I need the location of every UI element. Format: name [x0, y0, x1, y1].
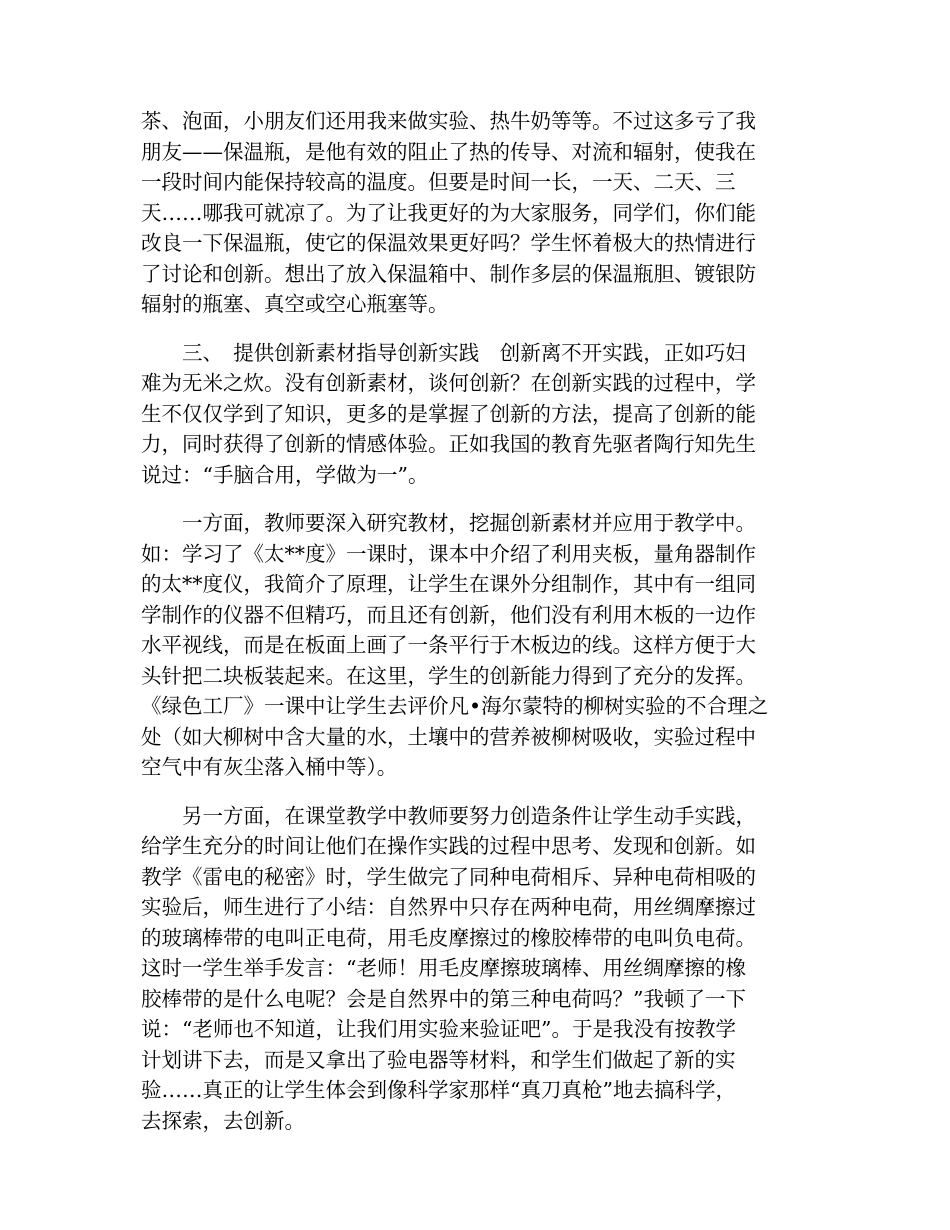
- paragraph-section-three: [141, 338, 803, 491]
- text-line: 难为无米之炊。没有创新素材，谈何创新？在创新实践的过程中，学: [141, 371, 756, 395]
- text-line: 头针把二块板装起来。在这里，学生的创新能力得到了充分的发挥。: [141, 663, 756, 688]
- text-line: 一段时间内能保持较高的温度。但要是时间一长，一天、二天、三: [141, 170, 736, 194]
- text-line: 茶、泡面，小朋友们还用我来做实验、热牛奶等等。不过这多亏了我: [141, 109, 756, 133]
- text-line: 水平视线，而是在板面上画了一条平行于木板边的线。这样方便于大: [141, 633, 756, 657]
- text-line: 学制作的仪器不但精巧，而且还有创新，他们没有利用木板的一边作: [141, 602, 756, 627]
- text-line: 空气中有灰尘落入桶中等）。: [141, 755, 398, 779]
- text-line: 的玻璃棒带的电叫正电荷，用毛皮摩擦过的橡胶棒带的电叫负电荷。: [141, 925, 756, 950]
- text-line: 辐射的瓶塞、真空或空心瓶塞等。: [141, 292, 449, 316]
- text-line: 另一方面，在课堂教学中教师要努力创造条件让学生动手实践，: [141, 803, 756, 828]
- text-line: 这时一学生举手发言：“老师！用毛皮摩擦玻璃棒、用丝绸摩擦的橡: [141, 956, 746, 980]
- text-line: 了讨论和创新。想出了放入保温箱中、制作多层的保温瓶胆、镀银防: [141, 261, 756, 286]
- text-line: 实验后，师生进行了小结：自然界中只存在两种电荷，用丝绸摩擦过: [141, 895, 756, 919]
- paragraph-one-hand: [141, 508, 803, 783]
- paragraph-thermos: [141, 106, 803, 320]
- text-line: 生不仅仅学到了知识，更多的是掌握了创新的方法，提高了创新的能: [141, 401, 756, 426]
- paragraph-other-hand: [141, 801, 803, 1137]
- text-line: 的太**度仪，我简介了原理，让学生在课外分组制作，其中有一组同: [141, 572, 756, 596]
- text-line: 验……真正的让学生体会到像科学家那样“真刀真枪”地去搞科学，: [141, 1078, 736, 1102]
- text-line: 去探索，去创新。: [141, 1108, 305, 1133]
- text-line: 胶棒带的是什么电呢？会是自然界中的第三种电荷吗？”我顿了一下: [141, 986, 746, 1011]
- text-line: 计划讲下去，而是又拿出了验电器等材料，和学生们做起了新的实: [141, 1047, 736, 1072]
- text-line: 力，同时获得了创新的情感体验。正如我国的教育先驱者陶行知先生: [141, 432, 756, 456]
- text-line: 朋友——保温瓶，是他有效的阻止了热的传导、对流和辐射，使我在: [141, 139, 756, 164]
- text-line: 说过：“手脑合用，学做为一”。: [141, 462, 429, 487]
- text-line: 改良一下保温瓶，使它的保温效果更好吗？学生怀着极大的热情进行: [141, 231, 756, 255]
- text-line: 教学《雷电的秘密》时，学生做完了同种电荷相斥、异种电荷相吸的: [141, 864, 756, 889]
- document-body: [141, 106, 803, 1154]
- text-line: 天……哪我可就凉了。为了让我更好的为大家服务，同学们，你们能: [141, 200, 756, 225]
- text-line: 处（如大柳树中含大量的水，土壤中的营养被柳树吸收，实验过程中: [141, 724, 756, 749]
- text-line: 如：学习了《太**度》一课时，课本中介绍了利用夹板，量角器制作: [141, 541, 756, 566]
- text-line: 一方面，教师要深入研究教材，挖掘创新素材并应用于教学中。: [141, 511, 756, 535]
- text-line: 《绿色工厂》一课中让学生去评价凡•海尔蒙特的柳树实验的不合理之: [141, 694, 769, 718]
- text-line: 给学生充分的时间让他们在操作实践的过程中思考、发现和创新。如: [141, 834, 756, 858]
- text-line: 说：“老师也不知道，让我们用实验来验证吧”。于是我没有按教学: [141, 1017, 736, 1041]
- text-line: 三、 提供创新素材指导创新实践 创新离不开实践，正如巧妇: [141, 340, 746, 365]
